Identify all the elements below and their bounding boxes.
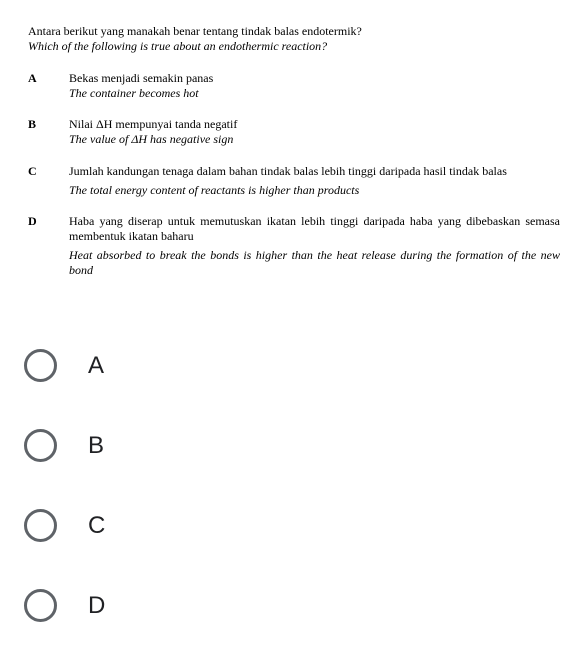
option-text-malay: Nilai ΔH mempunyai tanda negatif xyxy=(69,117,238,131)
option-text-english: The total energy content of reactants is higher than products xyxy=(69,183,360,197)
option-text-english: Heat absorbed to break the bonds is higher than the heat release during the formation of the new bond xyxy=(69,248,560,277)
radio-button-c[interactable] xyxy=(24,509,57,542)
answer-choices xyxy=(24,349,324,669)
question-option-a xyxy=(28,71,560,101)
choice-b[interactable] xyxy=(24,429,324,469)
radio-button-a[interactable] xyxy=(24,349,57,382)
option-letter: B xyxy=(28,117,37,131)
question-option-d xyxy=(28,214,560,278)
question-option-b xyxy=(28,117,560,147)
question-stem-malay: Antara berikut yang manakah benar tentang tindak balas endotermik? xyxy=(28,24,362,38)
option-letter: C xyxy=(28,164,37,178)
radio-button-d[interactable] xyxy=(24,589,57,622)
choice-d[interactable] xyxy=(24,589,324,629)
option-text-malay: Jumlah kandungan tenaga dalam bahan tindak balas lebih tinggi daripada hasil tindak balas xyxy=(69,164,507,178)
option-letter: D xyxy=(28,214,37,228)
question-image xyxy=(28,24,560,278)
choice-label-d: D xyxy=(88,592,106,619)
question-stem-english: Which of the following is true about an endothermic reaction? xyxy=(28,39,328,53)
option-text-english: The container becomes hot xyxy=(69,86,199,100)
choice-c[interactable] xyxy=(24,509,324,549)
radio-button-b[interactable] xyxy=(24,429,57,462)
choice-label-c: C xyxy=(88,512,106,539)
choice-label-a: A xyxy=(88,352,105,379)
option-letter: A xyxy=(28,71,37,85)
option-text-english: The value of ΔH has negative sign xyxy=(69,132,234,146)
question-option-c xyxy=(28,164,560,198)
option-text-malay: Bekas menjadi semakin panas xyxy=(69,71,214,85)
choice-a[interactable] xyxy=(24,349,324,389)
option-text-malay: Haba yang diserap untuk memutuskan ikatan lebih tinggi daripada haba yang dibebaskan semasa membentuk ikatan baharu xyxy=(69,214,560,243)
choice-label-b: B xyxy=(88,432,105,459)
